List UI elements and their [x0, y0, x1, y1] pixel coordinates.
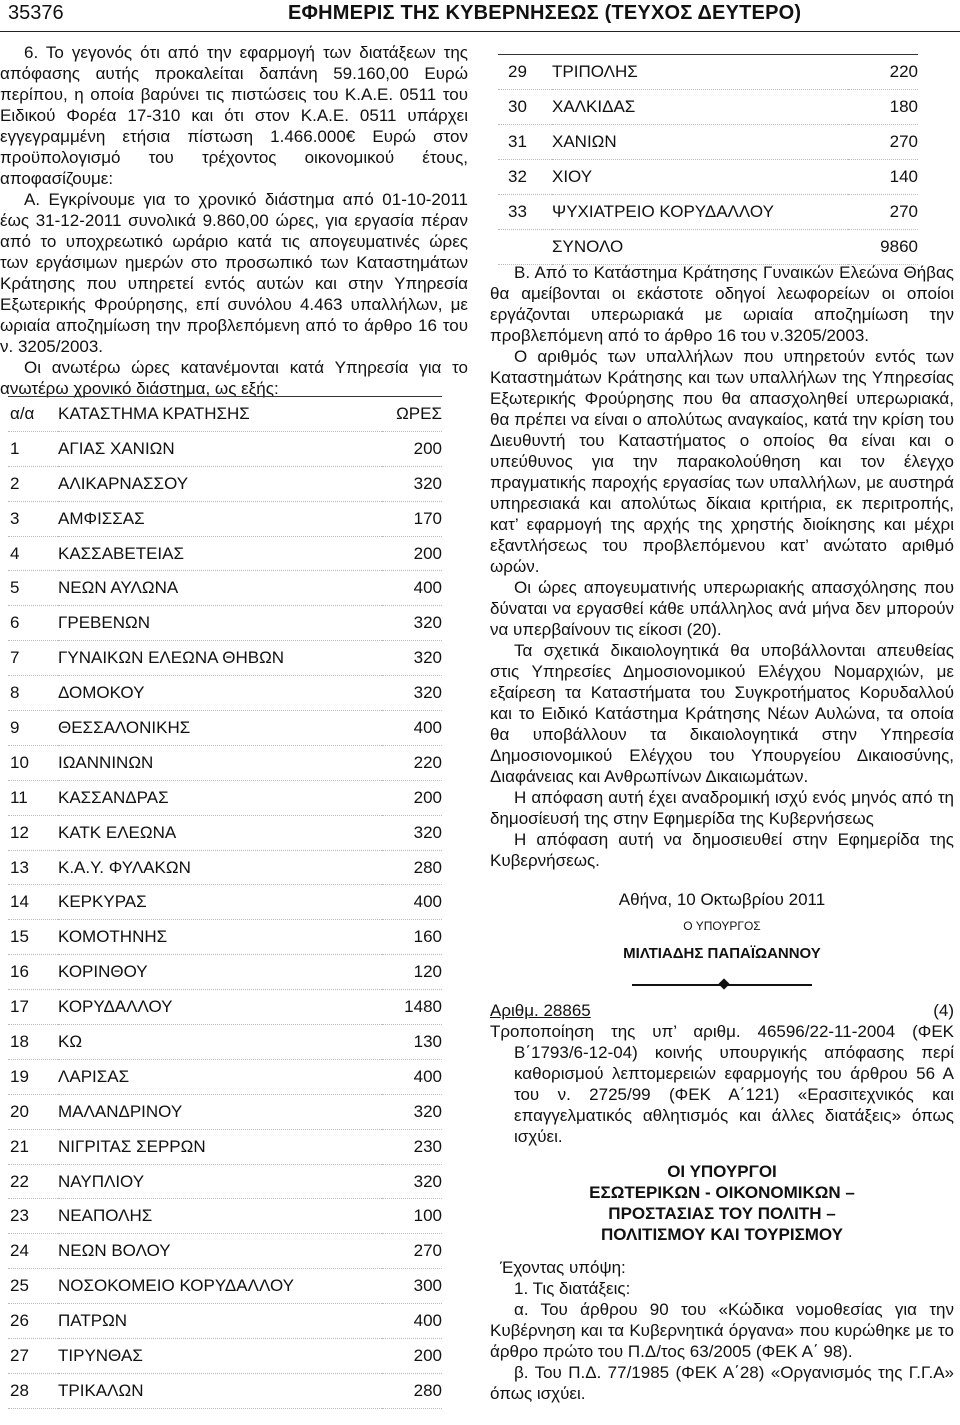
table-row	[8, 466, 442, 501]
table-row	[8, 711, 442, 746]
table-row	[8, 1199, 442, 1234]
table-header-row	[8, 397, 442, 432]
row-hours: 9860	[848, 230, 918, 265]
table-row	[8, 536, 442, 571]
row-hours: 270	[848, 195, 918, 230]
paragraph-bus-drivers: Β. Από το Κατάστημα Κράτησης Γυναικών Ελεώνα Θήβας θα αμείβονται οι εκάστοτε οδηγοί λεωφορείων οι οποίοι εργάζονται υπερωριακά με ωριαία αποζημίωση την προβλεπόμενη από το άρθρο 16 του ν.3205/2003.	[490, 263, 954, 345]
row-hours: 320	[382, 641, 442, 676]
header-facility: ΚΑΤΑΣΤΗΜΑ ΚΡΑΤΗΣΗΣ	[58, 397, 382, 432]
table-row	[8, 571, 442, 606]
row-number: 14	[8, 885, 58, 920]
row-number: 28	[8, 1373, 58, 1408]
row-hours: 320	[382, 606, 442, 641]
facility-name: ΚΑΣΣΑΒΕΤΕΙΑΣ	[58, 536, 382, 571]
row-hours: 320	[382, 1094, 442, 1129]
table-row	[8, 606, 442, 641]
row-hours: 200	[382, 1339, 442, 1374]
row-hours: 270	[382, 1234, 442, 1269]
facility-name: ΚΕΡΚΥΡΑΣ	[58, 885, 382, 920]
table-row	[8, 955, 442, 990]
row-number: 8	[8, 676, 58, 711]
table-row	[8, 885, 442, 920]
row-number: 12	[8, 815, 58, 850]
hours-table-right	[498, 54, 918, 265]
row-number: 29	[498, 55, 552, 90]
table-row	[498, 160, 918, 195]
facility-name: ΑΓΙΑΣ ΧΑΝΙΩΝ	[58, 431, 382, 466]
decision-number-line	[490, 1000, 954, 1021]
page-header	[0, 0, 960, 30]
table-row	[8, 815, 442, 850]
facility-name: ΝΙΓΡΙΤΑΣ ΣΕΡΡΩΝ	[58, 1129, 382, 1164]
facility-name: ΧΙΟΥ	[552, 160, 848, 195]
row-hours: 400	[382, 1059, 442, 1094]
table-row	[8, 780, 442, 815]
table-row	[8, 501, 442, 536]
row-number: 4	[8, 536, 58, 571]
hours-table-left	[8, 396, 442, 1409]
row-number: 16	[8, 955, 58, 990]
row-number: 10	[8, 745, 58, 780]
amendment-title: Τροποποίηση της υπ’ αριθμ. 46596/22-11-2004 (ΦΕΚ Β΄1793/6-12-04) κοινής υπουργικής απόφασης περί καθορισμού λεπτομερειών εφαρμογής του άρθρου 56 Α του ν. 2725/99 (ΦΕΚ Α΄121) «Ερασιτεχνικός και επαγγελματικός αθλητισμός και άλλες διατάξεις» όπως ισχύει.	[490, 1022, 954, 1146]
row-number: 6	[8, 606, 58, 641]
row-number: 23	[8, 1199, 58, 1234]
facility-name: ΔΟΜΟΚΟΥ	[58, 676, 382, 711]
row-number: 18	[8, 1025, 58, 1060]
facility-name: ΚΑΣΣΑΝΔΡΑΣ	[58, 780, 382, 815]
row-hours: 320	[382, 1164, 442, 1199]
facility-name: ΚΩ	[58, 1025, 382, 1060]
row-number: 5	[8, 571, 58, 606]
row-hours: 220	[382, 745, 442, 780]
facility-name: ΑΛΙΚΑΡΝΑΣΣΟΥ	[58, 466, 382, 501]
table-row	[8, 1269, 442, 1304]
facility-name: ΑΜΦΙΣΣΑΣ	[58, 501, 382, 536]
facility-name: ΧΑΛΚΙΔΑΣ	[552, 90, 848, 125]
facility-name: ΝΑΥΠΛΙΟΥ	[58, 1164, 382, 1199]
table-row	[8, 431, 442, 466]
row-number: 31	[498, 125, 552, 160]
row-number: 3	[8, 501, 58, 536]
row-hours: 180	[848, 90, 918, 125]
gazette-title: ΕΦΗΜΕΡΙΣ ΤΗΣ ΚΥΒΕΡΝΗΣΕΩΣ (ΤΕΥΧΟΣ ΔΕΥΤΕΡΟ)	[288, 2, 802, 24]
minister-name: ΜΙΛΤΙΑΔΗΣ ΠΑΠΑΪΩΑΝΝΟΥ	[623, 945, 821, 962]
paragraph-employees: Ο αριθμός των υπαλλήλων που υπηρετούν εντός των Καταστημάτων Κράτησης και των υπαλλήλων της Υπηρεσίας Εξωτερικής Φρούρησης που θα απασχοληθεί υπερωριακά, θα πρέπει να είναι ο απολύτως αναγκαίος, κατά την κρίση του Διευθυντή του Καταστήματος ο οποίος θα είναι και ο υπεύθυνος για την παρακολούθηση και τον έλεγχο πραγματικής παροχής εργασίας των υπαλλήλων, με αυστηρά υπηρεσιακά και απολύτως δίκαια κριτήρια, εκ περιτροπής, κατ’ εφαρμογή της αρχής της χρηστής διοίκησης και μέχρι εξαντλήσεως του προβλεπόμενου κατ’ ανώτατο αριθμό ωρών.	[490, 347, 954, 576]
row-number: 25	[8, 1269, 58, 1304]
table-row	[8, 850, 442, 885]
decision-index: (4)	[933, 1001, 954, 1020]
row-hours: 320	[382, 815, 442, 850]
table-row	[8, 1339, 442, 1374]
row-number: 26	[8, 1304, 58, 1339]
facility-name: ΚΟΜΟΤΗΝΗΣ	[58, 920, 382, 955]
row-hours: 170	[382, 501, 442, 536]
facility-name: ΝΟΣΟΚΟΜΕΙΟ ΚΟΡΥΔΑΛΛΟΥ	[58, 1269, 382, 1304]
row-number: 2	[8, 466, 58, 501]
table-row	[8, 1304, 442, 1339]
row-hours: 400	[382, 885, 442, 920]
row-hours: 130	[382, 1025, 442, 1060]
table-row	[498, 90, 918, 125]
row-hours: 160	[382, 920, 442, 955]
table-row	[8, 641, 442, 676]
right-column	[490, 262, 954, 1404]
facility-name: ΘΕΣΣΑΛΟΝΙΚΗΣ	[58, 711, 382, 746]
row-hours: 220	[848, 55, 918, 90]
facility-name: ΓΡΕΒΕΝΩΝ	[58, 606, 382, 641]
facility-name: ΜΑΛΑΝΔΡΙΝΟΥ	[58, 1094, 382, 1129]
facility-name: ΛΑΡΙΣΑΣ	[58, 1059, 382, 1094]
row-hours: 320	[382, 466, 442, 501]
row-hours: 200	[382, 536, 442, 571]
row-hours: 1480	[382, 990, 442, 1025]
row-number: 21	[8, 1129, 58, 1164]
row-number: 11	[8, 780, 58, 815]
ministers-heading-line-3: ΠΡΟΣΤΑΣΙΑΣ ΤΟΥ ΠΟΛΙΤΗ –	[608, 1204, 836, 1223]
ministers-heading-line-4: ΠΟΛΙΤΙΣΜΟΥ ΚΑΙ ΤΟΥΡΙΣΜΟΥ	[600, 1225, 844, 1244]
table-row	[498, 125, 918, 160]
header-index: α/α	[8, 397, 58, 432]
paragraph-retroactive: Η απόφαση αυτή έχει αναδρομική ισχύ ενός μηνός από τη δημοσίευσή της στην Εφημερίδα της Κυβερνήσεως	[490, 788, 954, 828]
header-hours: ΩΡΕΣ	[382, 397, 442, 432]
row-hours: 280	[382, 1373, 442, 1408]
row-hours: 400	[382, 1304, 442, 1339]
table-row	[498, 55, 918, 90]
table-row	[8, 990, 442, 1025]
row-hours: 320	[382, 676, 442, 711]
diamond-icon	[718, 978, 729, 989]
table-row	[8, 745, 442, 780]
paragraph-distribution: Οι ανωτέρω ώρες κατανέμονται κατά Υπηρεσία για το ανωτέρω χρονικό διάστημα, ως εξής:	[0, 358, 468, 398]
row-number: 22	[8, 1164, 58, 1199]
row-hours: 200	[382, 431, 442, 466]
row-hours: 280	[382, 850, 442, 885]
facility-name: ΙΩΑΝΝΙΝΩΝ	[58, 745, 382, 780]
row-hours: 200	[382, 780, 442, 815]
row-number: 13	[8, 850, 58, 885]
facility-name: ΝΕΑΠΟΛΗΣ	[58, 1199, 382, 1234]
facility-name: ΚΑΤΚ ΕΛΕΩΝΑ	[58, 815, 382, 850]
ministers-heading-line-2: ΕΣΩΤΕΡΙΚΩΝ - ΟΙΚΟΝΟΜΙΚΩΝ –	[589, 1183, 855, 1202]
row-number: 27	[8, 1339, 58, 1374]
separator-rule	[632, 978, 812, 992]
header-rule	[0, 31, 960, 32]
row-number: 32	[498, 160, 552, 195]
row-number: 15	[8, 920, 58, 955]
table-row	[8, 1234, 442, 1269]
provision-b: β. Του Π.Δ. 77/1985 (ΦΕΚ Α΄28) «Οργανισμός της Γ.Γ.Α» όπως ισχύει.	[490, 1363, 954, 1403]
row-number: 33	[498, 195, 552, 230]
row-hours: 120	[382, 955, 442, 990]
decision-number: Αριθμ. 28865	[490, 1001, 591, 1020]
paragraph-max-hours: Οι ώρες απογευματινής υπερωριακής απασχόλησης που δύναται να εργασθεί κάθε υπάλληλος ανά μήνα δεν μπορούν να υπερβαίνουν τις είκοσι (20).	[490, 578, 954, 639]
page-number: 35376	[8, 2, 64, 24]
provision-a: α. Του άρθρου 90 του «Κώδικα νομοθεσίας για την Κυβέρνηση και τα Κυβερνητικά όργανα» που κυρώθηκε με το άρθρο πρώτο του Π.Δ/τος 63/2005 (ΦΕΚ Α΄ 98).	[490, 1300, 954, 1361]
row-hours: 140	[848, 160, 918, 195]
table-row	[498, 230, 918, 265]
table-row	[498, 195, 918, 230]
ministers-heading-line-1: ΟΙ ΥΠΟΥΡΓΟΙ	[667, 1162, 777, 1181]
facility-name: ΓΥΝΑΙΚΩΝ ΕΛΕΩΝΑ ΘΗΒΩΝ	[58, 641, 382, 676]
row-hours: 400	[382, 711, 442, 746]
row-number: 19	[8, 1059, 58, 1094]
facility-name: ΨΥΧΙΑΤΡΕΙΟ ΚΟΡΥΔΑΛΛΟΥ	[552, 195, 848, 230]
row-number: 17	[8, 990, 58, 1025]
paragraph-documents: Τα σχετικά δικαιολογητικά θα υποβάλλονται απευθείας στις Υπηρεσίες Δημοσιονομικού Ελέγχου Νομαρχιών, με εξαίρεση τα Καταστήματα του Συγκροτήματος Κορυδαλλού και το Ειδικό Κατάστημα Κράτησης Νέων Αυλώνα, τα οποία θα υποβάλλουν τα δικαιολογητικά στην Υπηρεσία Δημοσιονομικού Ελέγχου του Υπουργείου Δικαιοσύνης, Διαφάνειας και Ανθρωπίνων Δικαιωμάτων.	[490, 641, 954, 786]
table-row	[8, 1373, 442, 1408]
facility-name: ΣΥΝΟΛΟ	[552, 230, 848, 265]
table-row	[8, 1164, 442, 1199]
row-number: 24	[8, 1234, 58, 1269]
ministers-heading	[490, 1161, 954, 1245]
row-hours: 270	[848, 125, 918, 160]
facility-name: ΤΡΙΚΑΛΩΝ	[58, 1373, 382, 1408]
row-number: 20	[8, 1094, 58, 1129]
row-number: 7	[8, 641, 58, 676]
table-row	[8, 1094, 442, 1129]
row-hours: 100	[382, 1199, 442, 1234]
paragraph-publish: Η απόφαση αυτή να δημοσιευθεί στην Εφημερίδα της Κυβερνήσεως.	[490, 830, 954, 870]
table-row	[8, 920, 442, 955]
facility-name: ΚΟΡΥΔΑΛΛΟΥ	[58, 990, 382, 1025]
table-row	[8, 676, 442, 711]
signing-date: Αθήνα, 10 Οκτωβρίου 2011	[618, 890, 826, 909]
facility-name: ΤΡΙΠΟΛΗΣ	[552, 55, 848, 90]
row-number: 9	[8, 711, 58, 746]
minister-title: Ο ΥΠΟΥΡΓΟΣ	[683, 919, 761, 933]
facility-name: ΧΑΝΙΩΝ	[552, 125, 848, 160]
facility-name: ΤΙΡΥΝΘΑΣ	[58, 1339, 382, 1374]
facility-name: ΝΕΩΝ ΒΟΛΟΥ	[58, 1234, 382, 1269]
facility-name: Κ.Α.Υ. ΦΥΛΑΚΩΝ	[58, 850, 382, 885]
row-hours: 400	[382, 571, 442, 606]
paragraph-approval: Α. Εγκρίνουμε για το χρονικό διάστημα από 01-10-2011 έως 31-12-2011 συνολικά 9.860,00 ώρες, για εργασία πέραν από το υποχρεωτικό ωράριο κατά τις απογευματινές ώρες των εργάσιμων ημερών στο προσωπικό των Καταστημάτων Κράτησης που υπηρετεί εντός αυτών και στην Υπηρεσία Εξωτερικής Φρούρησης, επί συνόλου 4.463 υπαλλήλων, με ωριαία αποζημίωση την προβλεπόμενη από το άρθρο 16 του ν. 3205/2003.	[0, 190, 468, 356]
paragraph-expense: 6. Το γεγονός ότι από την εφαρμογή των διατάξεων της απόφασης αυτής προκαλείται δαπάνη 59.160,00 Ευρώ περίπου, η οποία βαρύνει τις πιστώσεις του Κ.Α.Ε. 0511 του Ειδικού Φορέα 17-310 και ότι στον Κ.Α.Ε. 0511 υπάρχει εγγεγραμμένη ετήσια πίστωση 1.466.000€ Ευρώ στον προϋπολογισμό του τρέχοντος οικονομικού έτους, αποφασίζουμε:	[0, 43, 468, 188]
row-number	[498, 230, 552, 265]
table-row	[8, 1129, 442, 1164]
facility-name: ΠΑΤΡΩΝ	[58, 1304, 382, 1339]
table-row	[8, 1025, 442, 1060]
row-hours: 300	[382, 1269, 442, 1304]
facility-name: ΝΕΩΝ ΑΥΛΩΝΑ	[58, 571, 382, 606]
facility-name: ΚΟΡΙΝΘΟΥ	[58, 955, 382, 990]
table-row	[8, 1059, 442, 1094]
row-number: 1	[8, 431, 58, 466]
provisions-intro: 1. Τις διατάξεις:	[514, 1279, 631, 1298]
row-hours: 230	[382, 1129, 442, 1164]
row-number: 30	[498, 90, 552, 125]
having-regard: Έχοντας υπόψη:	[500, 1258, 626, 1277]
left-column	[0, 42, 468, 399]
